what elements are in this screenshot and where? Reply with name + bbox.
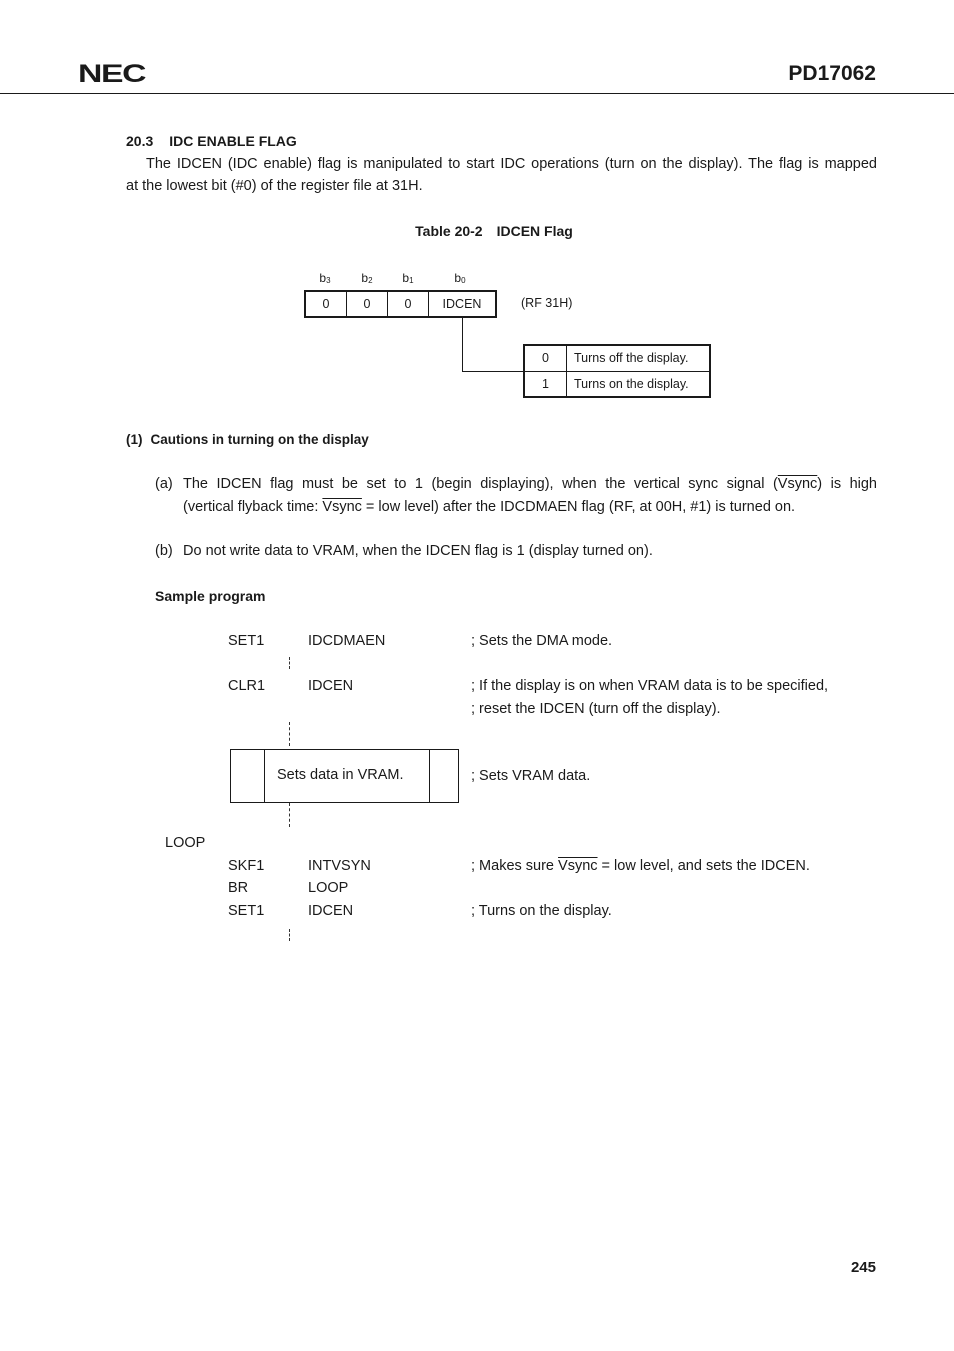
code-comment: ; reset the IDCEN (turn off the display). <box>471 701 721 717</box>
part-number: PD17062 <box>788 62 876 85</box>
state-desc: Turns off the display. <box>567 345 711 371</box>
page-number: 245 <box>850 1259 876 1276</box>
caution-b-text: Do not write data to VRAM, when the IDCEN flag is 1 (display turned on). <box>183 543 653 559</box>
vsync-overline: Vsync <box>777 476 818 492</box>
cautions-number: (1) <box>126 432 143 447</box>
code-arg: IDCEN <box>308 678 354 694</box>
nec-logo: NEC <box>78 60 146 88</box>
ellipsis-dots <box>289 803 291 827</box>
bit-label-b0: $b_0$ <box>454 271 466 285</box>
bit-label-b2: $b_2$ <box>361 271 373 285</box>
vram-process-box <box>230 749 459 803</box>
process-box-text: Sets data in VRAM. <box>277 767 404 783</box>
connector-vertical <box>462 318 463 372</box>
register-cell-b3: 0 <box>305 291 347 317</box>
caution-label-a: (a) <box>155 476 173 492</box>
process-box-inner <box>264 750 430 802</box>
code-op: SKF1 <box>228 858 265 874</box>
vsync-overline: Vsync <box>322 499 362 515</box>
code-arg: LOOP <box>308 880 349 896</box>
cautions-heading <box>126 432 377 447</box>
state-row <box>524 371 710 397</box>
bit-label-b3: $b_3$ <box>319 271 331 285</box>
sample-program-title: Sample program <box>155 588 266 604</box>
cautions-title: Cautions in turning on the display <box>150 432 369 447</box>
register-cell-b0: IDCEN <box>429 291 497 317</box>
code-arg: IDCDMAEN <box>308 633 386 649</box>
section-number: 20.3 <box>126 133 154 149</box>
code-op: SET1 <box>228 633 265 649</box>
section-heading <box>126 133 313 149</box>
caution-label-b: (b) <box>155 543 173 559</box>
section-title: IDC ENABLE FLAG <box>169 133 297 149</box>
code-op: CLR1 <box>228 678 266 694</box>
table-caption <box>0 223 954 239</box>
state-value: 0 <box>524 345 567 371</box>
state-value: 1 <box>524 371 567 397</box>
register-address: (RF 31H) <box>521 296 573 310</box>
ellipsis-dots <box>289 657 291 669</box>
code-op: SET1 <box>228 903 265 919</box>
caution-a-line1: The IDCEN flag must be set to 1 (begin displaying), when the vertical sync signal (Vsync) is high <box>183 476 877 492</box>
code-comment: ; Makes sure Vsync = low level, and sets the IDCEN. <box>471 858 810 874</box>
connector-horizontal <box>462 371 524 372</box>
section-paragraph-line2: at the lowest bit (#0) of the register file at 31H. <box>126 178 423 194</box>
header-rule <box>0 93 954 94</box>
code-comment: ; Turns on the display. <box>471 903 612 919</box>
code-arg: INTVSYN <box>308 858 371 874</box>
code-op: BR <box>228 880 249 896</box>
table-caption-number: Table 20-2 <box>415 223 483 239</box>
code-comment: ; If the display is on when VRAM data is to be specified, <box>471 678 829 694</box>
code-comment: ; Sets VRAM data. <box>471 768 591 784</box>
caution-a-line2: (vertical flyback time: Vsync = low level) after the IDCDMAEN flag (RF, at 00H, #1) is turned on. <box>183 499 796 515</box>
state-row <box>524 345 710 371</box>
code-comment: ; Sets the DMA mode. <box>471 633 613 649</box>
state-desc: Turns on the display. <box>567 371 711 397</box>
bit-label-b1: $b_1$ <box>402 271 414 285</box>
section-paragraph-line1: The IDCEN (IDC enable) flag is manipulated to start IDC operations (turn on the display). The flag is mapped <box>146 156 877 172</box>
vsync-overline: Vsync <box>558 858 598 874</box>
register-cell-b2: 0 <box>347 291 388 317</box>
register-table <box>304 290 497 318</box>
register-cell-b1: 0 <box>388 291 429 317</box>
code-label: LOOP <box>165 835 206 851</box>
table-caption-title: IDCEN Flag <box>496 223 573 239</box>
ellipsis-dots <box>289 929 291 941</box>
state-table <box>523 344 711 398</box>
code-arg: IDCEN <box>308 903 354 919</box>
ellipsis-dots <box>289 722 291 746</box>
